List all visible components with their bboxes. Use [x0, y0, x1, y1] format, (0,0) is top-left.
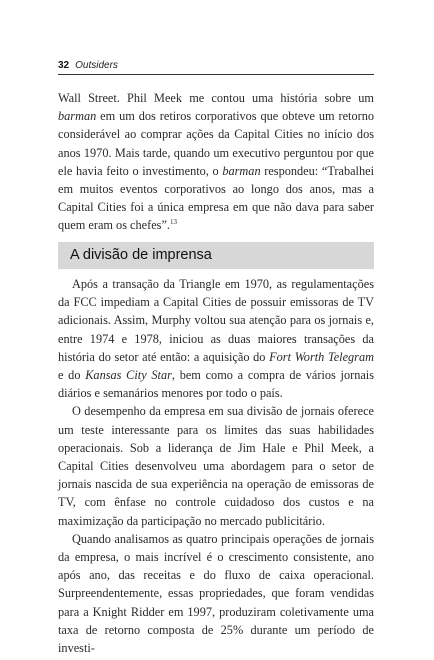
section-paragraph-1: [58, 275, 374, 402]
text-run: respondeu: “Trabalhei em muitos eventos corporativos ao longo dos anos, mas a Capital Cities foi a única empresa em que não dava para saber quem eram os chefes”.: [58, 163, 374, 233]
section-paragraph-3: Quando analisamos as quatro principais operações de jornais da empresa, o mais incrível é o crescimento consistente, ano após ano, das receitas e do fluxo de caixa operacional. Surpreendentemente, essas propriedades, que foram vendidas para a Knight Ridder em 1997, produziram coletivamente uma taxa de retorno composta de 25% durante um período de investi-: [58, 531, 374, 656]
text-run: em um dos retiros corporativos que obteve um retorno considerável ao comprar ações da Capital Cities no início dos anos 1970. Mais tarde, quando um executivo perguntou por que ele havia feito o investimento, o: [58, 109, 374, 178]
section-body: [58, 275, 374, 657]
intro-paragraph-text: [58, 89, 374, 235]
italic-term: barman: [222, 163, 261, 178]
text-run: e do: [58, 368, 86, 383]
section-heading: A divisão de imprensa: [58, 242, 374, 269]
book-title: Outsiders: [75, 60, 118, 71]
text-run: , bem como a compra de vários jornais diários e semanários menores por todo o país.: [58, 368, 375, 401]
running-header: [58, 60, 374, 75]
section-paragraph-2: O desempenho da empresa em sua divisão de jornais oferece um teste interessante para os limites das suas habilidades operacionais. Sob a liderança de Jim Hale e Phil Meek, a Capital Cities desenvolveu uma abordagem para o setor de jornais nascida de sua experiência na operação de emissoras de TV, com ênfase no controle cuidadoso dos custos e na maximização da participação no mercado publicitário.: [58, 404, 374, 528]
newspaper-title: Kansas City Star: [85, 368, 172, 383]
footnote-marker: 13: [170, 218, 177, 227]
page-number: 32: [58, 60, 70, 71]
text-run: Após a transação da Triangle em 1970, as regulamentações da FCC impediam a Capital Cities de possuir emissoras de TV adicionais. Assim, Murphy voltou sua atenção para os jornais e, entre 1974 e 1978, iniciou as duas maiores transações da história do setor até então: a aquisição do: [58, 277, 374, 364]
newspaper-title: Fort Worth Telegram: [269, 349, 374, 364]
italic-term: barman: [58, 109, 97, 124]
intro-paragraph: [58, 89, 374, 235]
text-run: Wall Street. Phil Meek me contou uma história sobre um: [58, 91, 374, 105]
